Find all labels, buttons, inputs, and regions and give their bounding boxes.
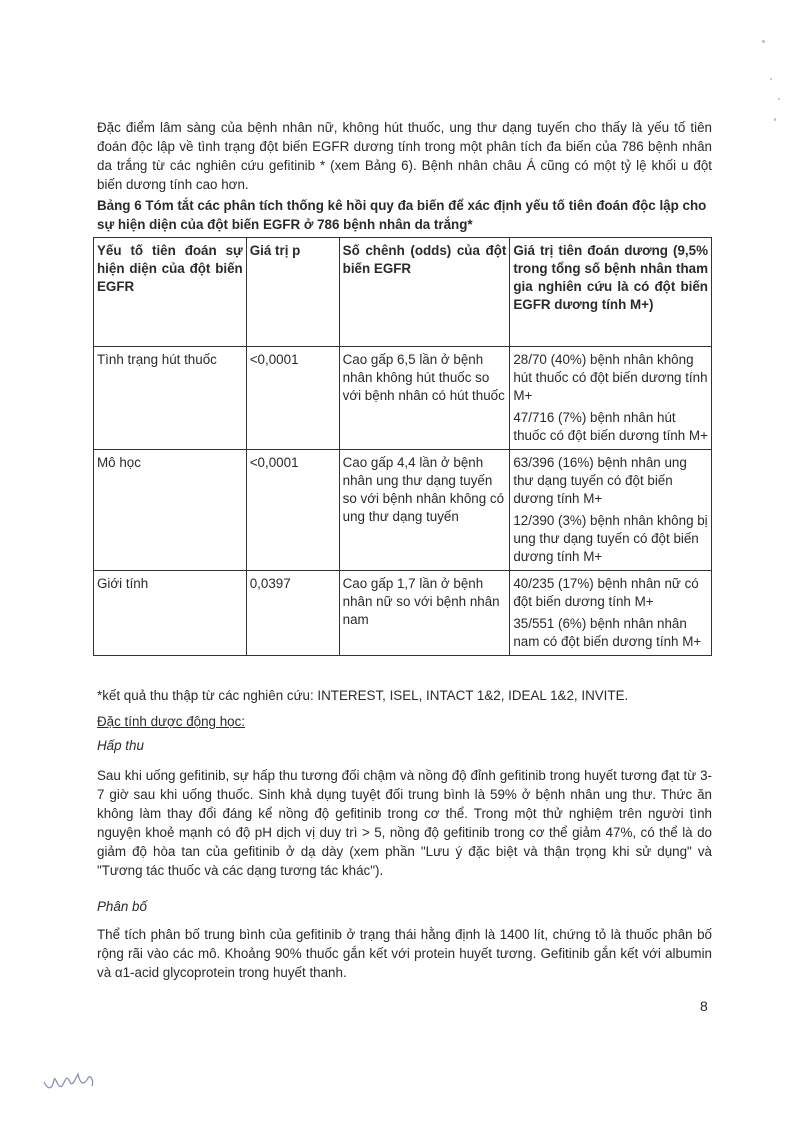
ppv-line-2: 47/716 (7%) bệnh nhân hút thuốc có đột biến dương tính M+ <box>513 410 708 443</box>
cell-odds: Cao gấp 1,7 lần ở bệnh nhân nữ so với bệnh nhân nam <box>339 571 510 656</box>
table-row <box>94 347 712 450</box>
absorption-paragraph: Sau khi uống gefitinib, sự hấp thu tương đối chậm và nồng độ đỉnh gefitinib trong huyết tương đạt từ 3-7 giờ sau khi uống thuốc. Sinh khả dụng tuyệt đối trung bình là 59% ở bệnh nhân ung thư. Thức ăn không làm thay đổi đáng kể nồng độ gefitinib trong cơ thể. Trong một thử nghiệm trên người tình nguyện khoẻ mạnh có độ pH dịch vị duy trì > 5, nồng độ gefitinib trong cơ thể giảm 47%, có thể là do giảm độ hòa tan của gefitinib ở dạ dày (xem phần "Lưu ý đặc biệt và thận trọng khi sử dụng" và "Tương tác thuốc và các dạng tương tác khác"). <box>97 768 712 878</box>
cell-p-value: <0,0001 <box>246 450 339 571</box>
ppv-line-1: 63/396 (16%) bệnh nhân ung thư dạng tuyến có đột biến dương tính M+ <box>513 455 687 506</box>
header-ppv: Giá trị tiên đoán dương (9,5% trong tổng số bệnh nhân tham gia nghiên cứu là có đột biến EGFR dương tính M+) <box>510 238 712 347</box>
cell-p-value: <0,0001 <box>246 347 339 450</box>
distribution-paragraph: Thể tích phân bố trung bình của gefitinib ở trạng thái hằng định là 1400 lít, chứng tỏ là thuốc phân bố rộng rãi vào các mô. Khoảng 90% thuốc gắn kết với protein huyết tương. Gefitinib gắn kết với albumin và α1-acid glycoprotein trong huyết thanh. <box>97 927 712 980</box>
table-6 <box>93 237 712 656</box>
cell-p-value: 0,0397 <box>246 571 339 656</box>
cell-factor: Giới tính <box>94 571 247 656</box>
ppv-line-2: 12/390 (3%) bệnh nhân không bị ung thư dạng tuyến có đột biến dương tính M+ <box>513 513 708 564</box>
cell-odds: Cao gấp 6,5 lần ở bệnh nhân không hút thuốc so với bệnh nhân có hút thuốc <box>339 347 510 450</box>
signature-mark <box>40 1060 100 1100</box>
scan-speck <box>762 40 765 43</box>
cell-ppv <box>510 347 712 450</box>
table-header-row <box>94 238 712 347</box>
ppv-line-1: 40/235 (17%) bệnh nhân nữ có đột biến dương tính M+ <box>513 576 699 609</box>
scan-speck <box>770 78 772 80</box>
subheading-distribution: Phân bố <box>97 899 147 914</box>
header-odds: Số chênh (odds) của đột biến EGFR <box>339 238 510 347</box>
cell-factor: Tình trạng hút thuốc <box>94 347 247 450</box>
scan-speck <box>774 118 776 121</box>
cell-ppv <box>510 571 712 656</box>
subheading-absorption: Hấp thu <box>97 738 144 753</box>
table-row <box>94 450 712 571</box>
intro-paragraph: Đặc điểm lâm sàng của bệnh nhân nữ, không hút thuốc, ung thư dạng tuyến cho thấy là yếu tố tiên đoán độc lập về tình trạng đột biến EGFR dương tính trong một phân tích đa biến của 786 bệnh nhân da trắng từ các nghiên cứu gefitinib * (xem Bảng 6). Bệnh nhân châu Á cũng có một tỷ lệ khối u đột biến dương tính cao hơn. <box>97 120 712 192</box>
cell-odds: Cao gấp 4,4 lần ở bệnh nhân ung thư dạng tuyến so với bệnh nhân không có ung thư dạng tuyến <box>339 450 510 571</box>
header-p-value: Giá trị p <box>246 238 339 347</box>
table-caption: Bảng 6 Tóm tắt các phân tích thống kê hồi quy đa biến để xác định yếu tố tiên đoán độc lập cho sự hiện diện của đột biến EGFR ở 786 bệnh nhân da trắng* <box>97 198 707 232</box>
section-heading: Đặc tính dược động học: <box>97 714 246 729</box>
header-factor: Yếu tố tiên đoán sự hiện diện của đột biến EGFR <box>94 238 247 347</box>
ppv-line-1: 28/70 (40%) bệnh nhân không hút thuốc có đột biến dương tính M+ <box>513 352 708 403</box>
page-number: 8 <box>700 998 708 1014</box>
cell-ppv <box>510 450 712 571</box>
scan-speck <box>778 98 780 100</box>
cell-factor: Mô học <box>94 450 247 571</box>
ppv-line-2: 35/551 (6%) bệnh nhân nhân nam có đột biến dương tính M+ <box>513 616 702 649</box>
table-row <box>94 571 712 656</box>
table-footnote: *kết quả thu thập từ các nghiên cứu: INTEREST, ISEL, INTACT 1&2, IDEAL 1&2, INVITE. <box>97 688 629 703</box>
